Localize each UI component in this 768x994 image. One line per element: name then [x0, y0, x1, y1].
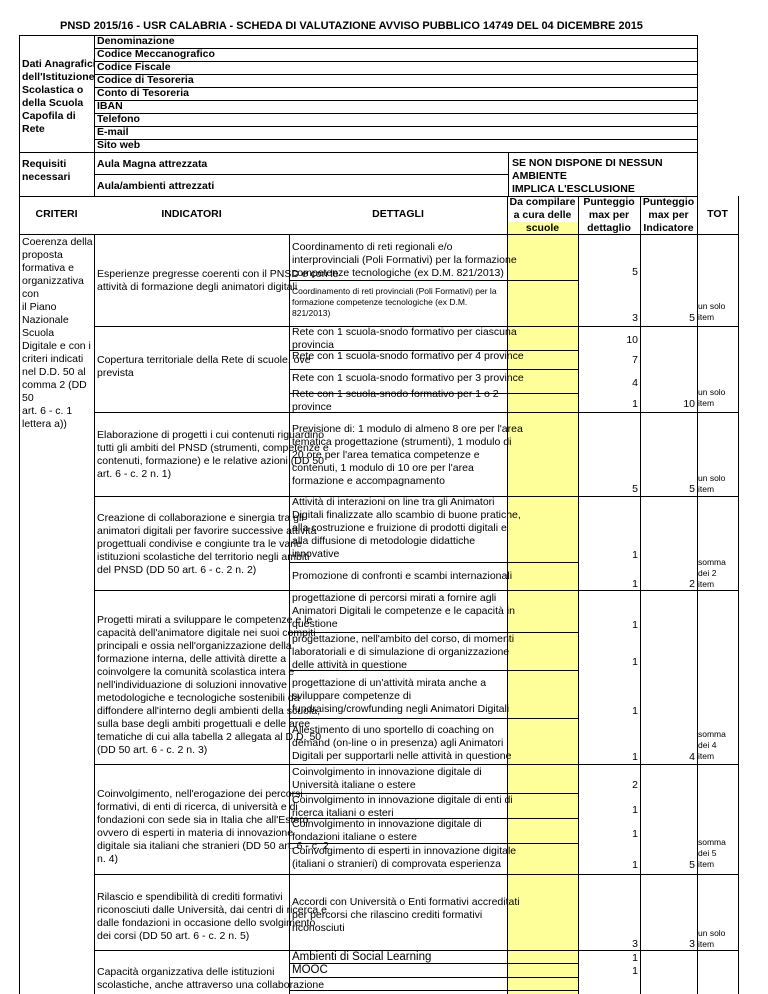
criterio-coerenza: Coerenza della proposta formativa e organizzativa con il Piano Nazionale Scuola Digitale e con i criteri indicati nel D.D. 50 al comma 2 (DD 50 art. 6 - c. 1 lettera a)) [22, 236, 93, 430]
indicatore-capacita: Capacità organizzativa delle istituzioni scolastiche, anche attraverso una collaborazione [97, 966, 325, 991]
header-dettagli: DETTAGLI [372, 208, 424, 220]
indicatore-copertura: Copertura territoriale della Rete di scuole, ove prevista [97, 354, 311, 379]
line [289, 990, 578, 991]
dettaglio-item: progettazione, nell'ambito del corso, di momenti laboratoriali e di simulazione di organizzazione delle attività in questione [292, 633, 515, 671]
punteggio-indicatore: 10 [683, 398, 695, 410]
indicatore-note: somma dei 4 item [698, 729, 726, 761]
punteggio-dettaglio: 1 [632, 705, 638, 717]
punteggio-dettaglio: 1 [632, 398, 638, 410]
line [738, 196, 739, 994]
requisito-aula-ambienti: Aula/ambienti attrezzati [97, 180, 215, 192]
punteggio-dettaglio: 1 [632, 804, 638, 816]
punteggio-dettaglio: 7 [632, 354, 638, 366]
field-denominazione: Denominazione [97, 35, 175, 47]
dettaglio-item: Coinvolgimento in innovazione digitale di enti di ricerca italiani o esteri [292, 794, 513, 819]
line [508, 152, 509, 196]
line [94, 113, 697, 114]
punteggio-dettaglio: 5 [632, 266, 638, 278]
punteggio-dettaglio: 5 [632, 483, 638, 495]
line [94, 100, 697, 101]
dettaglio-item: MOOC [292, 964, 328, 976]
line [94, 174, 508, 175]
dettaglio-item: Coinvolgimento di esperti in innovazione digitale (italiani o stranieri) di comprovata esperienza [292, 845, 517, 870]
punteggio-dettaglio: 1 [632, 578, 638, 590]
indicatore-note: somma dei 2 item [698, 557, 726, 589]
punteggio-dettaglio: 1 [632, 549, 638, 561]
line [94, 139, 697, 140]
punteggio-indicatore: 3 [689, 938, 695, 950]
punteggio-indicatore: 5 [689, 312, 695, 324]
punteggio-dettaglio: 1 [632, 965, 638, 977]
punteggio-dettaglio: 2 [632, 779, 638, 791]
header-compilare: Da compilare a cura delle scuole [509, 196, 576, 234]
indicatore-coinvolgimento: Coinvolgimento, nell'erogazione dei percorsi formativi, di enti di ricerca, di università e di fondazioni con sede sia in Italia che all'Estero ovvero di esperti in materia di innovazione digitale sia italiani che stranieri (DD 50 art. 6 - c. 2 n. 4) [97, 788, 329, 865]
punteggio-dettaglio: 1 [632, 751, 638, 763]
dettaglio-item: Rete con 1 scuola-snodo formativo per 4 province [292, 350, 524, 362]
dettaglio-item: Allestimento di uno sportello di coaching on demand (on-line o in presenza) agli Animatori Digitali per supportarli nelle attività in questione [292, 724, 512, 762]
punteggio-indicatore: 5 [689, 859, 695, 871]
indicatore-note: un solo item [698, 473, 726, 494]
indicatore-esperienze: Esperienze pregresse coerenti con il PNSD e con le attività di formazione degli animatori digitali [97, 268, 339, 293]
dettaglio-item: Rete con 1 scuola-snodo formativo per 1 o 2 province [292, 388, 499, 413]
field-iban: IBAN [97, 100, 123, 112]
indicatore-note: un solo item [698, 387, 726, 408]
punteggio-dettaglio: 1 [632, 619, 638, 631]
requisiti-label: Requisiti necessari [22, 158, 71, 183]
line [19, 35, 20, 994]
field-email: E-mail [97, 126, 129, 138]
anagrafica-label: Dati Anagrafici dell'Istituzione Scolastica o della Scuola Capofila di Rete [22, 58, 96, 135]
requisito-aula-magna: Aula Magna attrezzata [97, 158, 208, 170]
punteggio-dettaglio: 1 [632, 828, 638, 840]
header-criteri: CRITERI [35, 208, 78, 220]
dettaglio-item: progettazione di un'attività mirata anche a sviluppare competenze di fundraising/crowfunding negli Animatori Digitali [292, 677, 510, 715]
dettaglio-item: Previsione di: 1 modulo di almeno 8 ore per l'area tematica progettazione (strumenti), 1 modulo di 20 ore per l'area tematica competenze e contenuti, 1 modulo di 10 ore per l'area formazione e accompagnamento [292, 423, 523, 487]
requisiti-note: SE NON DISPONE DI NESSUN AMBIENTE IMPLICA L'ESCLUSIONE [512, 157, 663, 195]
punteggio-indicatore: 2 [689, 578, 695, 590]
punteggio-dettaglio: 1 [632, 859, 638, 871]
header-tot: TOT [707, 208, 728, 220]
dettaglio-item: Coordinamento di reti provinciali (Poli Formativi) per la formazione competenze tecnologiche (ex D.M. 821/2013) [292, 286, 497, 318]
dettaglio-item: Coordinamento di reti regionali e/o interprovinciali (Poli Formativi) per la formazione competenze tecnologiche (ex D.M. 821/2013) [292, 241, 517, 279]
dettaglio-item: Accordi con Università o Enti formativi accreditati per percorsi che rilascino crediti formativi riconosciuti [292, 896, 520, 934]
dettaglio-item: Rete con 1 scuola-snodo formativo per ciascuna provincia [292, 326, 517, 351]
line [94, 126, 697, 127]
line [94, 874, 739, 875]
line [289, 977, 578, 978]
punteggio-dettaglio: 3 [632, 938, 638, 950]
dettaglio-item: Promozione di confronti e scambi internazionali [292, 570, 513, 582]
punteggio-dettaglio: 1 [632, 656, 638, 668]
dettaglio-item: Rete con 1 scuola-snodo formativo per 3 province [292, 372, 524, 384]
field-codice-fiscale: Codice Fiscale [97, 61, 171, 73]
punteggio-dettaglio: 4 [632, 377, 638, 389]
field-codice-meccanografico: Codice Meccanografico [97, 48, 215, 60]
line [94, 764, 739, 765]
dettaglio-item: Ambienti di Social Learning [292, 951, 432, 963]
punteggio-indicatore: 4 [689, 751, 695, 763]
field-telefono: Telefono [97, 113, 140, 125]
field-codice-tesoreria: Codice di Tesoreria [97, 74, 194, 86]
indicatore-crediti: Rilascio e spendibilità di crediti formativi riconosciuti dalle Università, dai centri di ricerca e dalle fondazioni in occasione dello svolgimento dei corsi (DD 50 art. 6 - c. 2 n. 5) [97, 891, 327, 942]
dettaglio-item: Attività di interazioni on line tra gli Animatori Digitali finalizzate allo scambio di buone pratiche, alla costruzione e fruizione di prodotti digitali e alla diffusione di metodologie didattiche innovative [292, 496, 521, 560]
dettaglio-item: progettazione di percorsi mirati a fornire agli Animatori Digitali le competenze e le capacità in questione [292, 592, 515, 630]
punteggio-indicatore: 5 [689, 483, 695, 495]
dettaglio-item: Coinvolgimento in innovazione digitale di fondazioni italiane o estere [292, 818, 482, 843]
line [289, 369, 578, 370]
line [697, 35, 698, 196]
line [289, 718, 578, 719]
page-title: PNSD 2015/16 - USR CALABRIA - SCHEDA DI VALUTAZIONE AVVISO PUBBLICO 14749 DEL 04 DICEMBRE 2015 [60, 20, 643, 32]
indicatore-note: un solo item [698, 301, 726, 322]
line [19, 152, 697, 153]
dettaglio-item: Coinvolgimento in innovazione digitale di Università italiane o estere [292, 766, 482, 791]
field-conto-tesoreria: Conto di Tesoreria [97, 87, 189, 99]
line [94, 61, 697, 62]
indicatore-note: somma dei 5 item [698, 837, 726, 869]
punteggio-dettaglio: 3 [632, 312, 638, 324]
punteggio-dettaglio: 10 [626, 334, 638, 346]
indicatore-collaborazione: Creazione di collaborazione e sinergia tra gli animatori digitali per favorire successive attività progettuali condivise e congiunte tra le varie istituzioni scolastiche del territorio negli ambiti del PNSD (DD 50 art. 6 - c. 2 n. 2) [97, 512, 317, 576]
indicatore-note: un solo item [698, 928, 726, 949]
header-punteggio-dettaglio: Punteggio max per dettaglio [583, 196, 635, 234]
indicatore-progetti: Progetti mirati a sviluppare le competenze e le capacità dell'animatore digitale nei suoi compiti principali e ossia nell'organizzazione della formazione interna, delle attività dirette a coinvolgere la comunità scolastica intera e nell'individuazione di soluzioni innovative metodologiche e tecnologiche sostenibili da diffondere all'interno degli ambienti della scuola, sulla base degli ambiti progettuali e delle aree tematiche di cui alla tabella 2 allegata al D.D. 50 (DD 50 art. 6 - c. 2 n. 3) [97, 614, 322, 756]
compile-column[interactable] [507, 222, 578, 994]
line [289, 562, 578, 563]
indicatore-elaborazione: Elaborazione di progetti i cui contenuti riguardino tutti gli ambiti del PNSD (strumenti, competenze e contenuti, formazione) e le relative azioni (DD 50 art. 6 - c. 2 n. 1) [97, 429, 329, 480]
header-punteggio-indicatore: Punteggio max per Indicatore [642, 196, 695, 234]
punteggio-dettaglio: 1 [632, 952, 638, 964]
header-indicatori: INDICATORI [161, 208, 222, 220]
field-sito-web: Sito web [97, 139, 141, 151]
